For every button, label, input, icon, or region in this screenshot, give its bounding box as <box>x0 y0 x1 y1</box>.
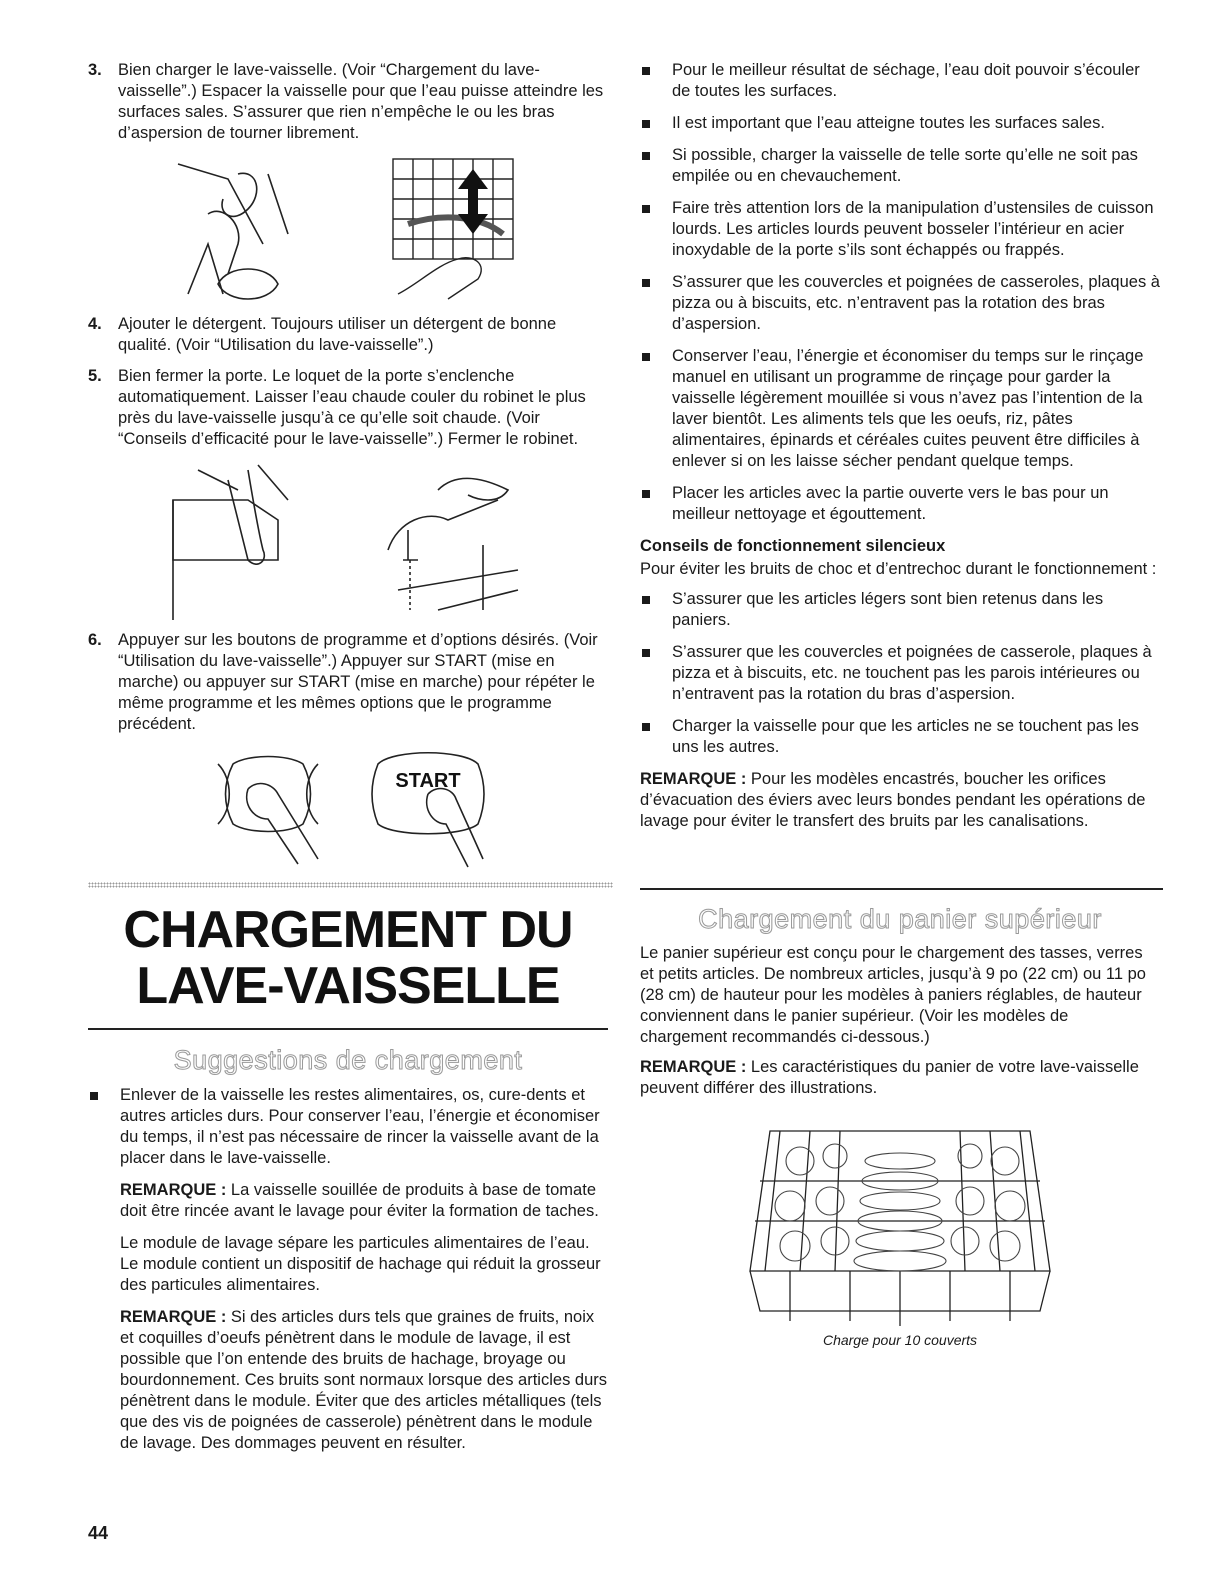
bullet-item: Charger la vaisselle pour que les articles ne se touchent pas les uns les autres. <box>640 716 1160 758</box>
faucet-illustration <box>378 460 528 620</box>
page-title <box>88 902 608 1014</box>
page-number: 44 <box>88 1523 109 1543</box>
note-text: La vaisselle souillée de produits à base de tomate doit être rincée avant le lavage pour éviter la formation de taches. <box>120 1181 599 1220</box>
quiet-tips-intro: Pour éviter les bruits de choc et d’entrechoc durant le fonctionnement : <box>640 560 1157 578</box>
quiet-tips-heading: Conseils de fonctionnement silencieux <box>640 537 946 555</box>
start-label: START <box>395 770 461 792</box>
start-button-illustration <box>368 749 488 869</box>
upper-rack-illustration <box>740 1121 1060 1326</box>
bullet-item: S’assurer que les couvercles et poignées de casseroles, plaques à pizza ou à biscuits, etc. n’entravent pas la rotation des bras d’aspersion. <box>640 272 1160 335</box>
note-label: REMARQUE : <box>120 1308 227 1326</box>
step-number: 3. <box>88 61 102 79</box>
closing-door-illustration <box>168 460 318 620</box>
step-text: Bien fermer la porte. Le loquet de la porte s’enclenche automatiquement. Laisser l’eau chaude couler du robinet le plus près du lave-vaisselle jusqu’à ce qu’elle soit chaude. (Voir “Conseils d’efficacité pour le lave-vaisselle”.) Fermer le robinet. <box>118 367 586 448</box>
right-column <box>640 60 1160 841</box>
hand-placing-dish-illustration <box>168 154 318 304</box>
illustration-loading <box>88 154 608 304</box>
upper-rack-paragraph: Le panier supérieur est conçu pour le chargement des tasses, verres et petits articles. De nombreux articles, jusqu’à 9 po (22 cm) ou 11 po (28 cm) de hauteur pour les modèles à paniers réglables, de hauteur conviennent dans le panier supérieur. (Voir les modèles de chargement recommandés ci-dessous.) <box>640 944 1146 1046</box>
step-number: 6. <box>88 631 102 649</box>
spray-arm-illustration <box>378 154 528 304</box>
bullet-item: Conserver l’eau, l’énergie et économiser du temps sur le rinçage manuel en utilisant un programme de rinçage pour garder la vaisselle légèrement mouillée si vous n’avez pas l’intention de la laver bientôt. Les aliments tels que les oeufs, riz, pâtes alimentaires, épinards et céréales cuites peuvent être difficiles à enlever si on les laisse sécher pendant quelque temps. <box>640 346 1160 472</box>
pressing-button-illustration <box>208 749 328 869</box>
paragraph-module: Le module de lavage sépare les particules alimentaires de l’eau. Le module contient un dispositif de hachage qui réduit la grosseur des particules alimentaires. <box>120 1234 601 1294</box>
step-text: Bien charger le lave-vaisselle. (Voir “Chargement du lave-vaisselle”.) Espacer la vaisselle pour que l’eau puisse atteindre les surfaces sales. S’assurer que rien n’empêche le ou les bras d’aspersion de tourner librement. <box>118 61 604 142</box>
bullet-item: Si possible, charger la vaisselle de telle sorte qu’elle ne soit pas empilée ou en chevauchement. <box>640 145 1160 187</box>
upper-rack-body <box>640 943 1160 1351</box>
step-text: Appuyer sur les boutons de programme et d’options désirés. (Voir “Utilisation du lave-vaisselle”.) Appuyer sur START (mise en marche) ou appuyer sur START (mise en marche) pour répéter le même programme et les mêmes options que le programme précédent. <box>118 631 598 733</box>
step-5 <box>88 366 608 450</box>
bullet-item: Placer les articles avec la partie ouverte vers le bas pour un meilleur nettoyage et égouttement. <box>640 483 1160 525</box>
note-label: REMARQUE : <box>120 1181 227 1199</box>
illustration-door-faucet <box>88 460 608 620</box>
note-text: Si des articles durs tels que graines de fruits, noix et coquilles d’oeufs pénètrent dans le module de lavage, il est possible que l’on entende des bruits de hachage, broyage ou bourdonnement. Ces bruits sont normaux lorsque des articles durs pénètrent dans le module. Éviter que des articles métalliques (tels que des vis de poignées de casserole) pénètrent dans le module de lavage. Des dommages peuvent en résulter. <box>120 1308 607 1452</box>
dotted-divider <box>88 882 613 888</box>
section-heading-suggestions: Suggestions de chargement <box>173 1045 523 1075</box>
step-number: 4. <box>88 315 102 333</box>
bullet-item: Enlever de la vaisselle les restes alimentaires, os, cure-dents et autres articles durs. Pour conserver l’eau, l’énergie et économiser du temps, il n’est pas nécessaire de rincer la vaisselle avant de la placer dans le lave-vaisselle. <box>88 1085 608 1169</box>
title-line-2: LAVE-VAISSELLE <box>136 957 560 1015</box>
note-text: Pour les modèles encastrés, boucher les orifices d’évacuation des éviers avec leurs bondes pendant les opérations de lavage pour éviter le transfert des bruits par les canalisations. <box>640 770 1146 830</box>
step-number: 5. <box>88 367 102 385</box>
step-text: Ajouter le détergent. Toujours utiliser un détergent de bonne qualité. (Voir “Utilisation du lave-vaisselle”.) <box>118 315 557 354</box>
bullet-item: Faire très attention lors de la manipulation d’ustensiles de cuisson lourds. Les articles lourds peuvent bosseler l’intérieur en acier inoxydable de la porte s’ils sont échappés ou frappés. <box>640 198 1160 261</box>
note-2 <box>88 1307 608 1454</box>
quiet-note <box>640 769 1160 832</box>
note-label: REMARQUE : <box>640 770 747 788</box>
note-label: REMARQUE : <box>640 1058 747 1076</box>
upper-rack-note <box>640 1057 1160 1099</box>
figure-caption: Charge pour 10 couverts <box>822 1332 978 1348</box>
left-column <box>88 60 608 879</box>
title-line-1: CHARGEMENT DU <box>123 901 573 959</box>
step-6 <box>88 630 608 735</box>
section-rule-left <box>88 1028 608 1030</box>
bullet-item: S’assurer que les couvercles et poignées de casserole, plaques à pizza et à biscuits, etc. ne touchent pas les parois intérieures ou n’entravent pas la rotation du bras d’aspersion. <box>640 642 1160 705</box>
note-1 <box>88 1180 608 1222</box>
section-heading-upper-rack: Chargement du panier supérieur <box>698 904 1102 934</box>
bullet-item: Pour le meilleur résultat de séchage, l’eau doit pouvoir s’écouler de toutes les surfaces. <box>640 60 1160 102</box>
suggestions-body <box>88 1085 608 1465</box>
illustration-buttons <box>88 749 608 869</box>
step-3 <box>88 60 608 144</box>
bullet-item: S’assurer que les articles légers sont bien retenus dans les paniers. <box>640 589 1160 631</box>
section-rule-right <box>640 888 1163 890</box>
note-text: Les caractéristiques du panier de votre lave-vaisselle peuvent différer des illustrations. <box>640 1058 1139 1097</box>
bullet-item: Il est important que l’eau atteigne toutes les surfaces sales. <box>640 113 1160 134</box>
step-4 <box>88 314 608 356</box>
